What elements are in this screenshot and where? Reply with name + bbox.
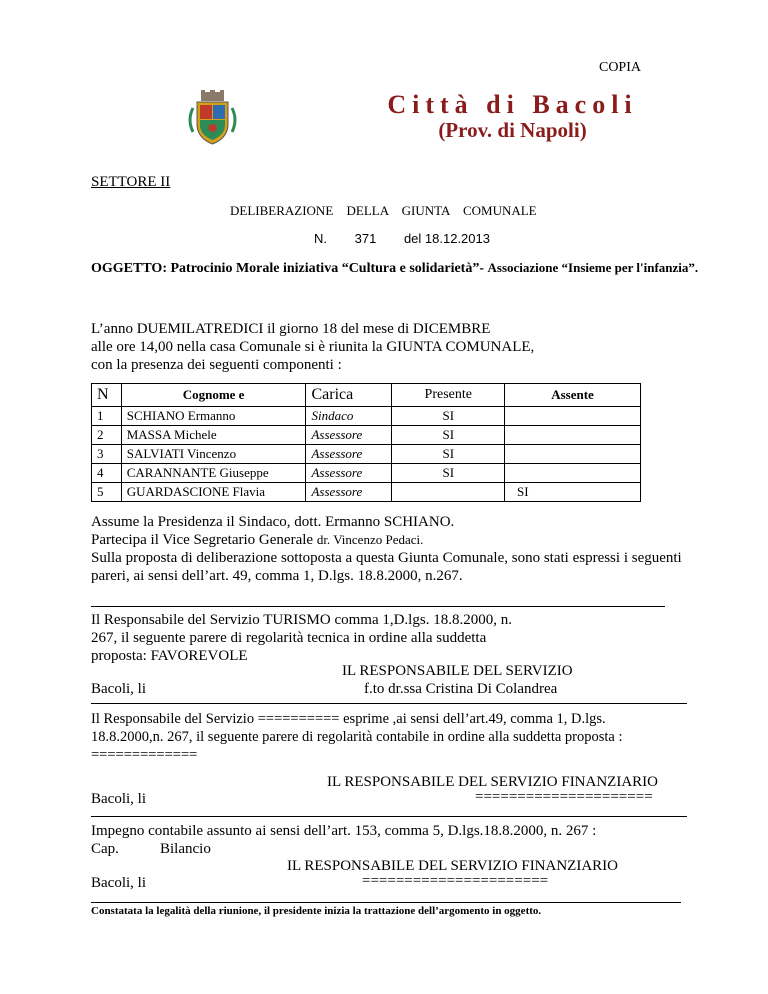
cell-presente bbox=[392, 483, 505, 502]
cell-n: 1 bbox=[92, 407, 122, 426]
deliberation-number bbox=[314, 231, 514, 246]
intro-paragraph bbox=[91, 320, 534, 374]
presidency-line: Assume la Presidenza il Sindaco, dott. Ermanno SCHIANO. bbox=[91, 514, 455, 530]
technical-resp-title: IL RESPONSABILE DEL SERVIZIO bbox=[342, 663, 573, 679]
table-row bbox=[92, 464, 641, 483]
commitment-signature: ====================== bbox=[362, 873, 549, 889]
closing-statement: Constatata la legalità della riunione, il presidente inizia la trattazione dell’argomento in oggetto. bbox=[91, 905, 542, 917]
accounting-opinion-line: Il Responsabile del Servizio ========== esprime ,ai sensi dell’art.49, comma 1, D.lgs. bbox=[91, 711, 606, 727]
copy-label: COPIA bbox=[598, 60, 641, 75]
cell-carica: Assessore bbox=[306, 445, 392, 464]
subject-association: Associazione “Insieme per l'infanzia”. bbox=[487, 260, 699, 275]
vice-secretary-name: dr. Vincenzo Pedaci. bbox=[316, 532, 424, 547]
divider bbox=[91, 902, 681, 903]
cell-n: 5 bbox=[92, 483, 122, 502]
accounting-signature: ===================== bbox=[475, 789, 653, 805]
subject-label: OGGETTO: bbox=[91, 261, 167, 276]
cell-assente: SI bbox=[505, 483, 641, 502]
cell-carica: Assessore bbox=[306, 426, 392, 445]
bilancio-label: Bilancio bbox=[160, 841, 211, 857]
deliberation-date: del 18.12.2013 bbox=[403, 231, 490, 246]
number-label: N. bbox=[314, 231, 327, 246]
cell-n: 3 bbox=[92, 445, 122, 464]
city-name: Città di Bacoli bbox=[387, 90, 638, 119]
accounting-opinion bbox=[91, 710, 623, 764]
municipal-crest-icon bbox=[185, 90, 240, 150]
cell-presente: SI bbox=[392, 426, 505, 445]
cell-assente bbox=[505, 445, 641, 464]
proposal-text: Sulla proposta di deliberazione sottoposta a questa Giunta Comunale, sono stati espressi i seguenti pareri, ai sensi dell’art. 49, comma 1, D.lgs. 18.8.2000, n.267. bbox=[91, 550, 682, 584]
number-value: 371 bbox=[354, 231, 377, 246]
table-row bbox=[92, 445, 641, 464]
cell-name: GUARDASCIONE Flavia bbox=[121, 483, 306, 502]
accounting-opinion-line: 18.8.2000,n. 267, il seguente parere di regolarità contabile in ordine alla suddetta proposta : bbox=[91, 729, 623, 745]
subject-text: Patrocinio Morale iniziativa “Cultura e solidarietà”- bbox=[170, 261, 485, 276]
cell-n: 4 bbox=[92, 464, 122, 483]
cell-assente bbox=[505, 464, 641, 483]
divider bbox=[91, 606, 665, 607]
cell-assente bbox=[505, 407, 641, 426]
intro-line: alle ore 14,00 nella casa Comunale si è riunita la GIUNTA COMUNALE, bbox=[91, 339, 535, 355]
subject bbox=[91, 259, 701, 278]
accounting-place: Bacoli, li bbox=[91, 791, 146, 807]
city-title bbox=[380, 90, 645, 143]
technical-opinion-line: 267, il seguente parere di regolarità tecnica in ordine alla suddetta bbox=[91, 630, 487, 646]
province-name: (Prov. di Napoli) bbox=[438, 118, 587, 142]
cell-presente: SI bbox=[392, 464, 505, 483]
cell-presente: SI bbox=[392, 445, 505, 464]
cell-n: 2 bbox=[92, 426, 122, 445]
col-header-presente: Presente bbox=[392, 384, 505, 407]
session-paragraph bbox=[91, 513, 691, 585]
table-header-row bbox=[92, 384, 641, 407]
cell-assente bbox=[505, 426, 641, 445]
cell-name: MASSA Michele bbox=[121, 426, 306, 445]
technical-opinion-line: proposta: FAVOREVOLE bbox=[91, 648, 248, 664]
technical-signature: f.to dr.ssa Cristina Di Colandrea bbox=[364, 681, 558, 697]
settore-label: SETTORE II bbox=[91, 174, 171, 190]
deliberation-title: DELIBERAZIONE DELLA GIUNTA COMUNALE bbox=[230, 203, 537, 218]
accounting-resp-title: IL RESPONSABILE DEL SERVIZIO FINANZIARIO bbox=[327, 774, 659, 790]
col-header-carica: Carica bbox=[306, 384, 392, 407]
technical-opinion bbox=[91, 611, 512, 665]
commitment-place: Bacoli, li bbox=[91, 875, 146, 891]
technical-place: Bacoli, li bbox=[91, 681, 146, 697]
cell-carica: Assessore bbox=[306, 464, 392, 483]
divider bbox=[91, 703, 687, 704]
col-header-n: N bbox=[92, 384, 122, 407]
intro-line: con la presenza dei seguenti componenti : bbox=[91, 357, 342, 373]
table-row bbox=[92, 407, 641, 426]
technical-opinion-line: Il Responsabile del Servizio TURISMO comma 1,D.lgs. 18.8.2000, n. bbox=[91, 612, 512, 628]
members-table bbox=[91, 383, 641, 502]
cell-carica: Sindaco bbox=[306, 407, 392, 426]
table-row bbox=[92, 426, 641, 445]
cell-name: SALVIATI Vincenzo bbox=[121, 445, 306, 464]
table-row bbox=[92, 483, 641, 502]
cell-presente: SI bbox=[392, 407, 505, 426]
divider bbox=[91, 816, 687, 817]
accounting-opinion-line: ============= bbox=[91, 747, 198, 763]
intro-line: L’anno DUEMILATREDICI il giorno 18 del mese di DICEMBRE bbox=[91, 321, 491, 337]
vice-secretary-prefix: Partecipa il Vice Segretario Generale bbox=[91, 532, 314, 548]
vice-secretary-line bbox=[91, 531, 691, 549]
commitment-resp-title: IL RESPONSABILE DEL SERVIZIO FINANZIARIO bbox=[287, 858, 619, 874]
cell-name: SCHIANO Ermanno bbox=[121, 407, 306, 426]
cap-label: Cap. bbox=[91, 841, 119, 857]
cell-name: CARANNANTE Giuseppe bbox=[121, 464, 306, 483]
col-header-name: Cognome e bbox=[121, 384, 306, 407]
col-header-assente: Assente bbox=[505, 384, 641, 407]
cell-carica: Assessore bbox=[306, 483, 392, 502]
commitment-line: Impegno contabile assunto ai sensi dell’art. 153, comma 5, D.lgs.18.8.2000, n. 267 : bbox=[91, 823, 597, 839]
